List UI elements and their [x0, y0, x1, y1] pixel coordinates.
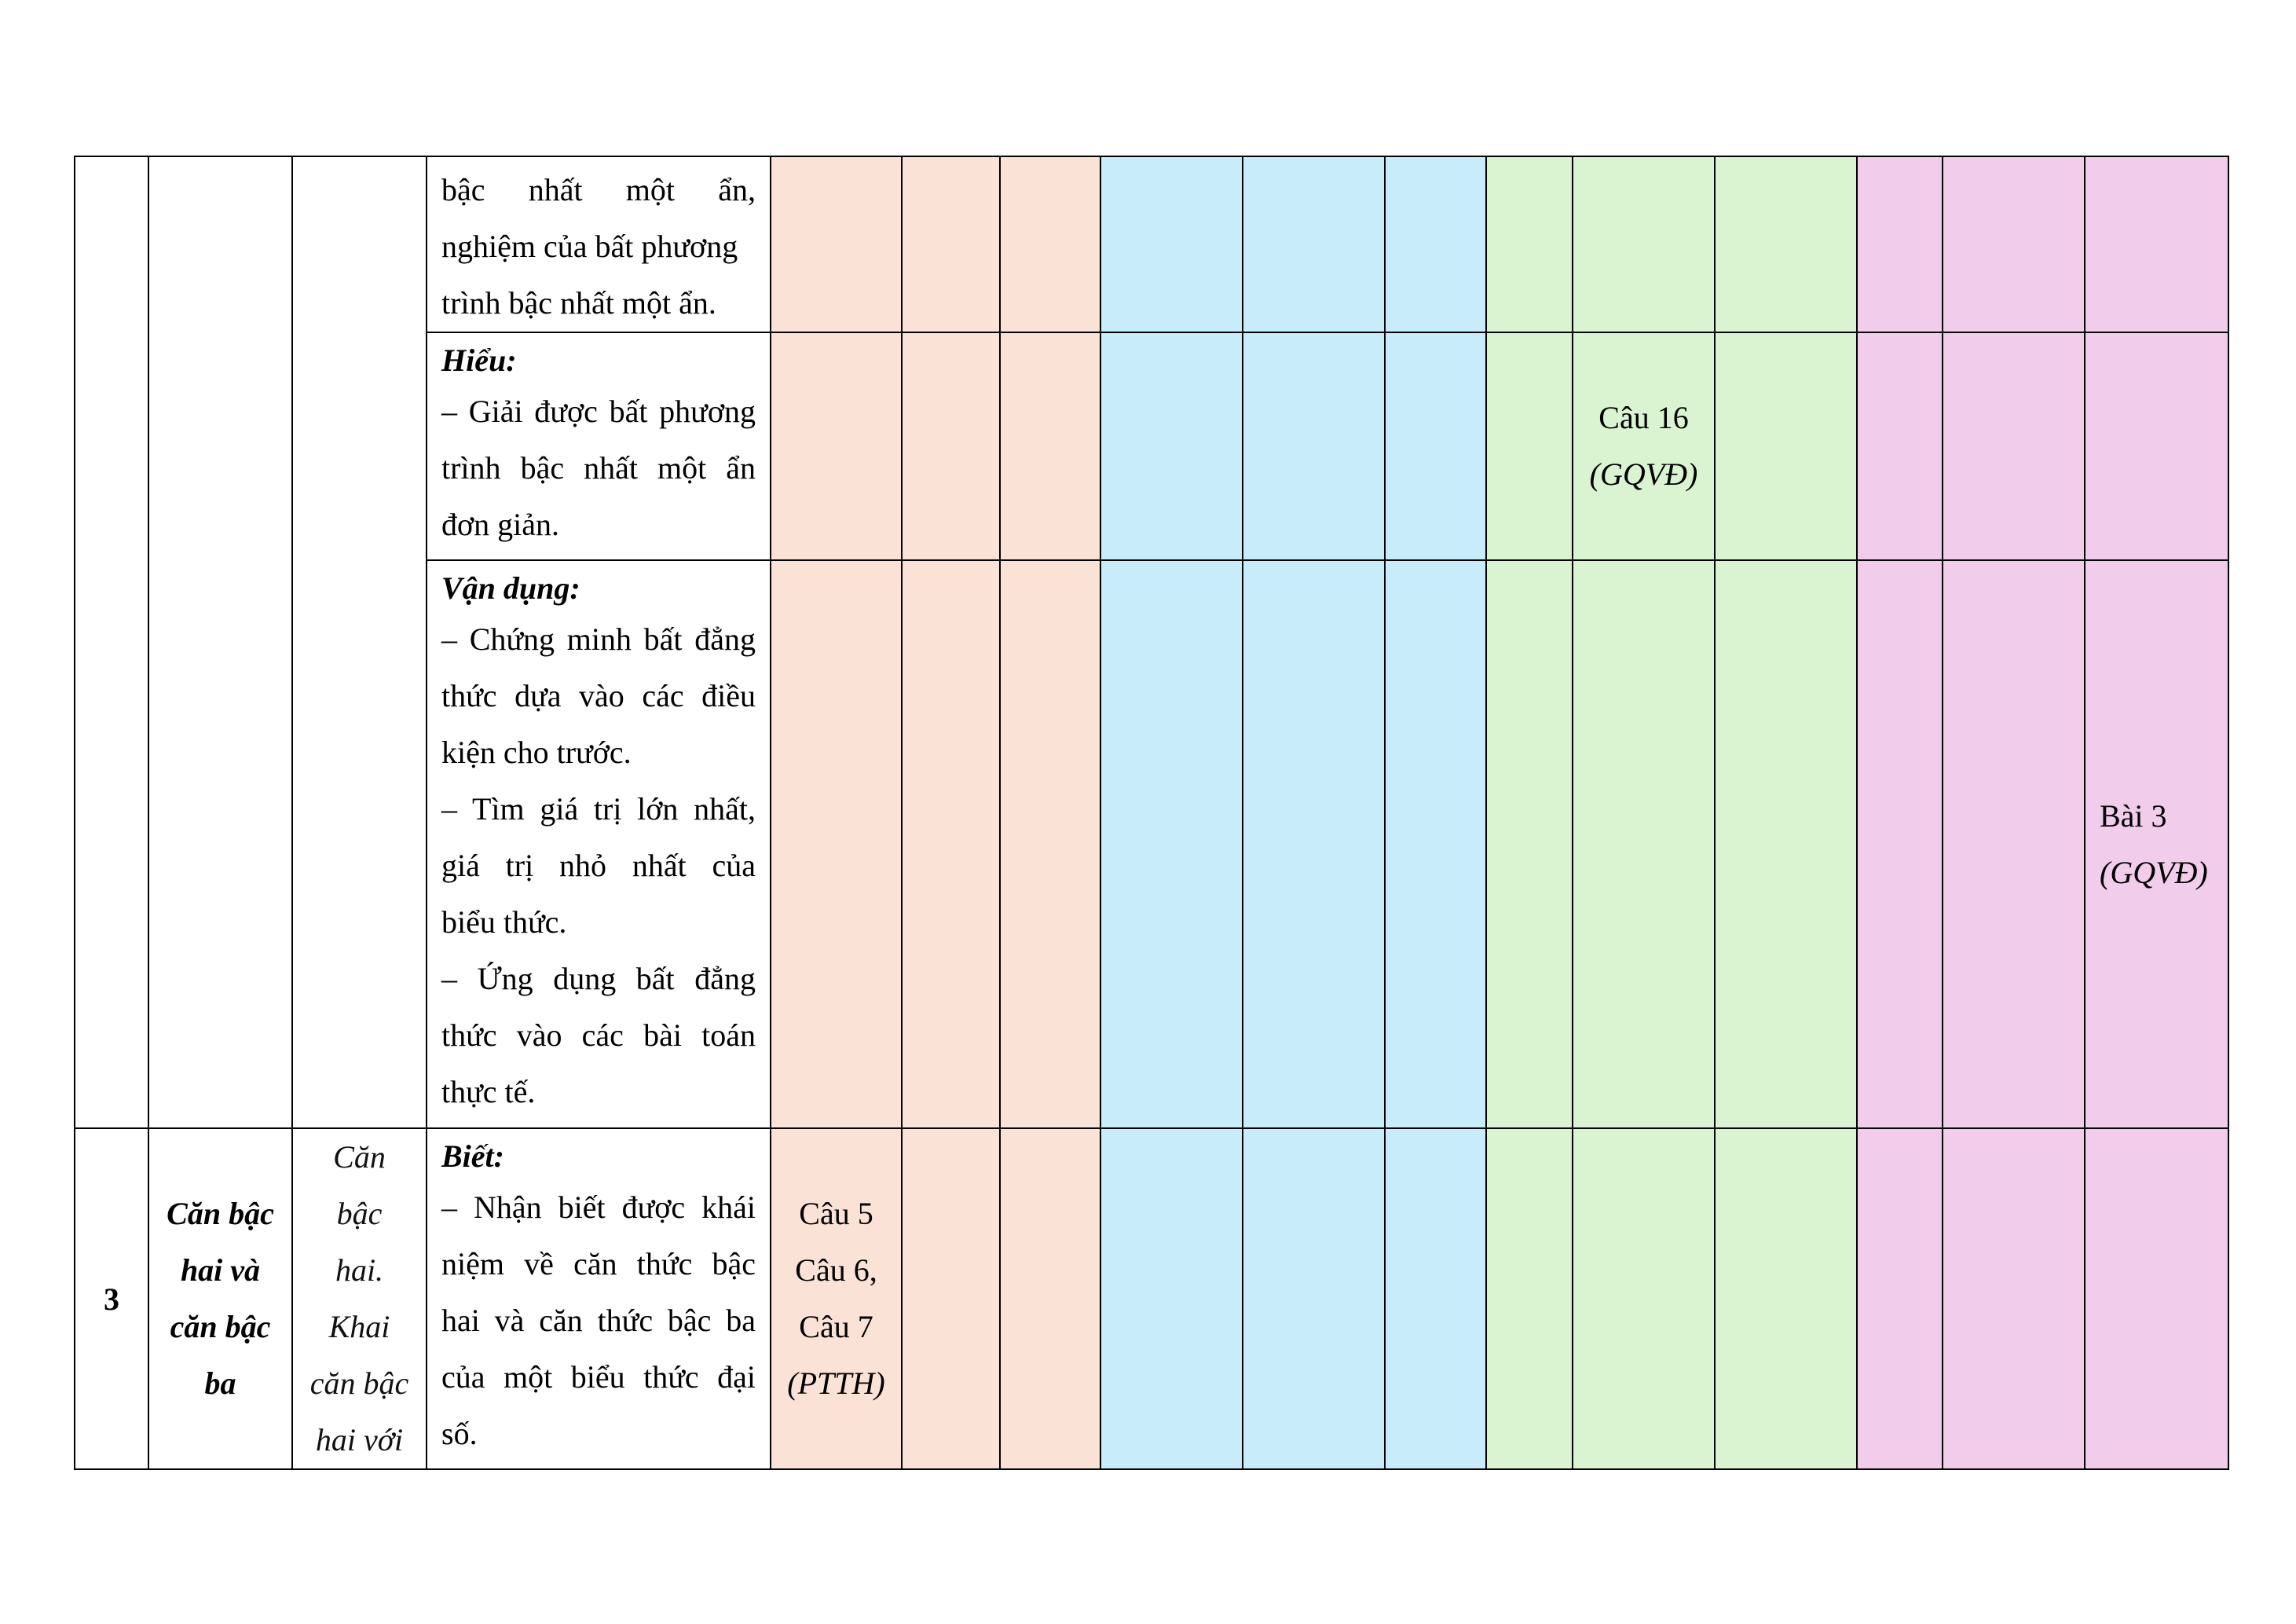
thong-hieu-cell	[1243, 332, 1385, 560]
desc-line: niệm về căn thức bậc	[441, 1246, 756, 1281]
competency-label: (PTTH)	[787, 1366, 885, 1401]
desc-line: giá trị nhỏ nhất của	[441, 848, 756, 883]
nhan-biet-cell	[1000, 332, 1100, 560]
level-heading: Hiểu:	[441, 343, 517, 378]
nhan-biet-cell	[902, 1128, 1000, 1469]
nhan-biet-cell	[1000, 560, 1100, 1128]
competency-label: (GQVĐ)	[1589, 456, 1698, 492]
thong-hieu-cell	[1385, 332, 1486, 560]
question-label: Câu 6,	[795, 1252, 877, 1288]
unit-line: hai.	[335, 1252, 384, 1288]
question-label: Bài 3	[2100, 797, 2167, 834]
question-ref-cell	[2085, 560, 2228, 1128]
van-dung-cell	[1486, 1128, 1573, 1469]
desc-line: thức vào các bài toán	[441, 1017, 756, 1053]
topic-line: Căn bậc	[167, 1196, 274, 1231]
topic-cell	[148, 156, 292, 1128]
topic-cell	[148, 1128, 292, 1469]
desc-line: kiện cho trước.	[441, 735, 632, 770]
requirement-description	[427, 560, 771, 1128]
desc-line: của một biểu thức đại	[441, 1359, 756, 1395]
van-dung-cell	[1715, 1128, 1857, 1469]
thong-hieu-cell	[1100, 332, 1243, 560]
desc-line: bậc nhất một ẩn,	[441, 172, 756, 207]
van-dung-cell	[1715, 156, 1857, 332]
van-dung-cell	[1573, 560, 1715, 1128]
van-dung-cao-cell	[1943, 332, 2085, 560]
stt-cell	[75, 1128, 148, 1469]
desc-line: biểu thức.	[441, 904, 567, 940]
thong-hieu-cell	[1243, 1128, 1385, 1469]
unit-cell	[292, 1128, 427, 1469]
van-dung-cao-cell	[1857, 332, 1943, 560]
thong-hieu-cell	[1100, 560, 1243, 1128]
unit-line: căn bậc	[309, 1366, 409, 1401]
topic-line: hai và	[180, 1252, 261, 1288]
assessment-matrix-table	[74, 156, 2229, 1470]
level-heading: Vận dụng:	[441, 570, 580, 606]
van-dung-cell	[1573, 1128, 1715, 1469]
nhan-biet-cell	[771, 156, 902, 332]
question-label: Câu 16	[1598, 400, 1689, 435]
nhan-biet-cell	[902, 332, 1000, 560]
stt-cell	[75, 156, 148, 1128]
question-ref-cell	[1573, 332, 1715, 560]
unit-line: bậc	[336, 1196, 383, 1231]
nhan-biet-cell	[1000, 1128, 1100, 1469]
level-heading: Biết:	[441, 1138, 504, 1174]
van-dung-cao-cell	[1943, 560, 2085, 1128]
desc-line: trình bậc nhất một ẩn.	[441, 285, 716, 321]
desc-line: – Ứng dụng bất đẳng	[441, 961, 756, 996]
requirement-description	[427, 332, 771, 560]
table-row	[75, 156, 2228, 332]
desc-line: trình bậc nhất một ẩn	[441, 450, 756, 486]
desc-line: hai và căn thức bậc ba	[441, 1303, 756, 1338]
question-label: Câu 7	[799, 1309, 873, 1344]
nhan-biet-cell	[771, 332, 902, 560]
van-dung-cao-cell	[1943, 1128, 2085, 1469]
van-dung-cell	[1486, 156, 1573, 332]
unit-line: hai với	[315, 1422, 404, 1457]
nhan-biet-cell	[902, 560, 1000, 1128]
nhan-biet-cell	[771, 560, 902, 1128]
requirement-description	[427, 1128, 771, 1469]
unit-line: Khai	[328, 1309, 390, 1344]
row-number: 3	[104, 1281, 119, 1317]
thong-hieu-cell	[1385, 156, 1486, 332]
thong-hieu-cell	[1100, 156, 1243, 332]
desc-line: nghiệm của bất phương	[441, 229, 738, 264]
van-dung-cell	[1715, 560, 1857, 1128]
desc-line: – Nhận biết được khái	[441, 1190, 756, 1225]
van-dung-cao-cell	[2085, 332, 2228, 560]
requirement-description	[427, 156, 771, 332]
desc-line: thực tế.	[441, 1074, 536, 1109]
van-dung-cell	[1573, 156, 1715, 332]
van-dung-cao-cell	[1857, 1128, 1943, 1469]
table-row	[75, 1128, 2228, 1469]
van-dung-cao-cell	[2085, 1128, 2228, 1469]
unit-line: Căn	[333, 1139, 386, 1175]
topic-line: căn bậc	[170, 1309, 271, 1344]
thong-hieu-cell	[1100, 1128, 1243, 1469]
desc-line: – Giải được bất phương	[441, 394, 756, 429]
desc-line: – Tìm giá trị lớn nhất,	[441, 791, 756, 827]
desc-line: đơn giản.	[441, 507, 560, 542]
van-dung-cao-cell	[1857, 156, 1943, 332]
van-dung-cell	[1486, 560, 1573, 1128]
nhan-biet-cell	[902, 156, 1000, 332]
desc-line: số.	[441, 1416, 478, 1451]
desc-line: thức dựa vào các điều	[441, 678, 756, 713]
nhan-biet-cell	[1000, 156, 1100, 332]
van-dung-cao-cell	[1857, 560, 1943, 1128]
thong-hieu-cell	[1385, 560, 1486, 1128]
thong-hieu-cell	[1243, 156, 1385, 332]
competency-label: (GQVĐ)	[2100, 854, 2208, 890]
van-dung-cell	[1486, 332, 1573, 560]
topic-line: ba	[204, 1366, 236, 1401]
unit-cell	[292, 156, 427, 1128]
van-dung-cao-cell	[2085, 156, 2228, 332]
van-dung-cao-cell	[1943, 156, 2085, 332]
question-label: Câu 5	[799, 1196, 873, 1231]
thong-hieu-cell	[1385, 1128, 1486, 1469]
thong-hieu-cell	[1243, 560, 1385, 1128]
van-dung-cell	[1715, 332, 1857, 560]
desc-line: – Chứng minh bất đẳng	[441, 621, 756, 657]
question-ref-cell	[771, 1128, 902, 1469]
